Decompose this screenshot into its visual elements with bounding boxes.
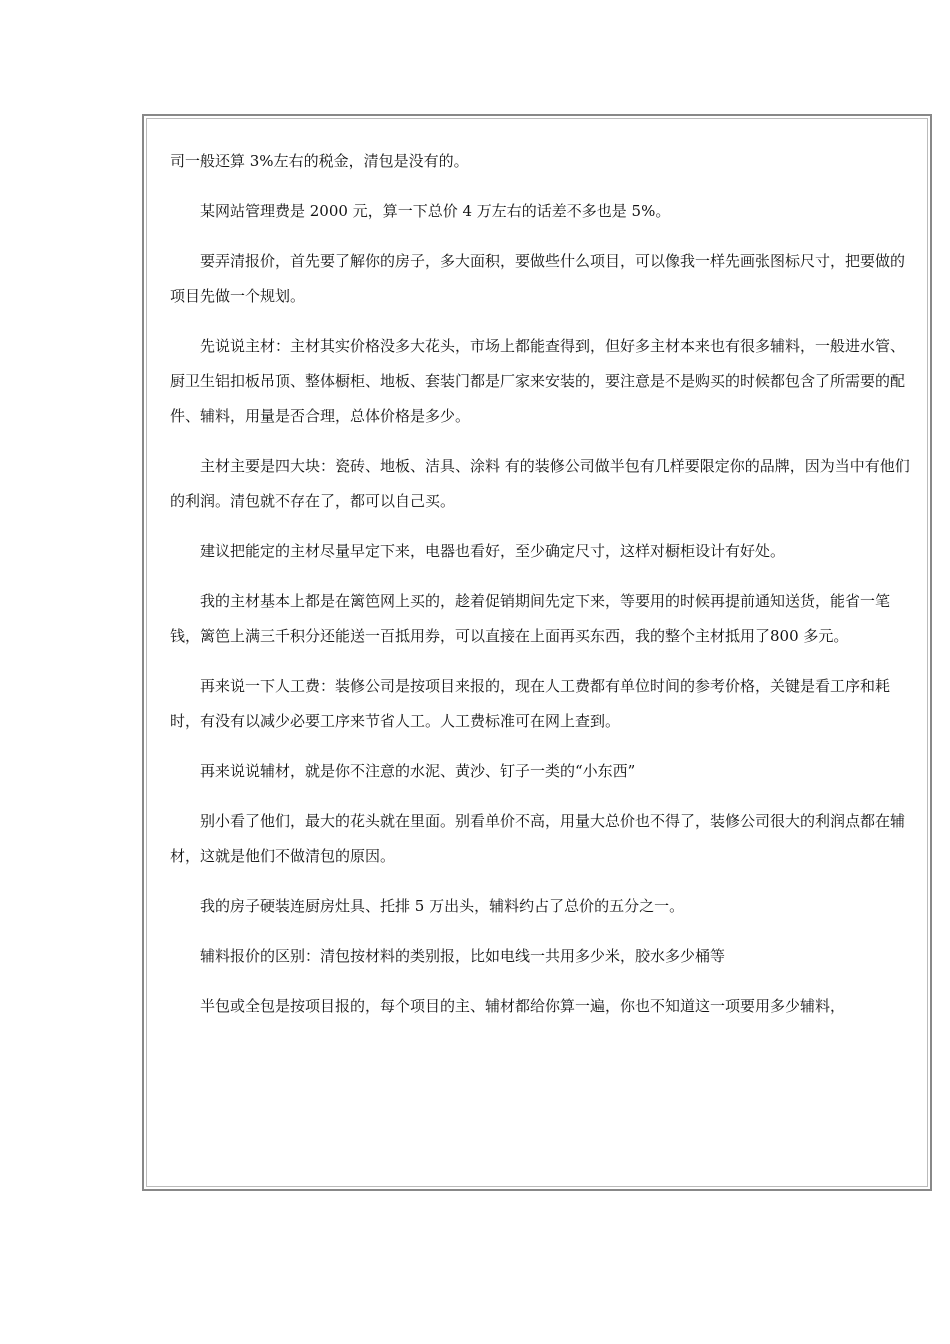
- paragraph: 再来说一下人工费：装修公司是按项目来报的，现在人工费都有单位时间的参考价格，关键是看工序和耗时，有没有以减少必要工序来节省人工。人工费标准可在网上查到。: [170, 677, 891, 730]
- paragraph: 再来说说辅材，就是你不注意的水泥、黄沙、钉子一类的“小东西”: [200, 762, 636, 780]
- paragraph: 我的房子硬装连厨房灶具、托排 5 万出头，辅料约占了总价的五分之一。: [200, 897, 685, 915]
- paragraph: 先说说主材：主材其实价格没多大花头，市场上都能查得到，但好多主材本来也有很多辅料，一般进水管、厨卫生铝扣板吊顶、整体橱柜、地板、套装门都是厂家来安装的，要注意是不是购买的时候都包含了所需要的配件、辅料，用量是否合理，总体价格是多少。: [170, 337, 906, 425]
- paragraph: 我的主材基本上都是在篱笆网上买的，趁着促销期间先定下来，等要用的时候再提前通知送货，能省一笔钱，篱笆上满三千积分还能送一百抵用券，可以直接在上面再买东西，我的整个主材抵用了800 多元。: [170, 592, 891, 645]
- paragraph: 建议把能定的主材尽量早定下来，电器也看好，至少确定尺寸，这样对橱柜设计有好处。: [200, 542, 786, 560]
- paragraph: 别小看了他们，最大的花头就在里面。别看单价不高，用量大总价也不得了，装修公司很大的利润点都在辅材，这就是他们不做清包的原因。: [170, 812, 906, 865]
- document-body: [170, 144, 910, 1039]
- paragraph: 辅料报价的区别：清包按材料的类别报，比如电线一共用多少米，胶水多少桶等: [200, 947, 726, 965]
- paragraph: 半包或全包是按项目报的，每个项目的主、辅材都给你算一遍，你也不知道这一项要用多少辅料，: [200, 997, 846, 1015]
- paragraph: 主材主要是四大块：瓷砖、地板、洁具、涂料 有的装修公司做半包有几样要限定你的品牌，因为当中有他们的利润。清包就不存在了，都可以自己买。: [170, 457, 910, 510]
- paragraph: 要弄清报价，首先要了解你的房子，多大面积，要做些什么项目，可以像我一样先画张图标尺寸，把要做的项目先做一个规划。: [170, 252, 906, 305]
- paragraph: 某网站管理费是 2000 元，算一下总价 4 万左右的话差不多也是 5%。: [200, 202, 671, 220]
- document-frame: [142, 114, 932, 1191]
- paragraph: 司一般还算 3%左右的税金，清包是没有的。: [170, 152, 469, 170]
